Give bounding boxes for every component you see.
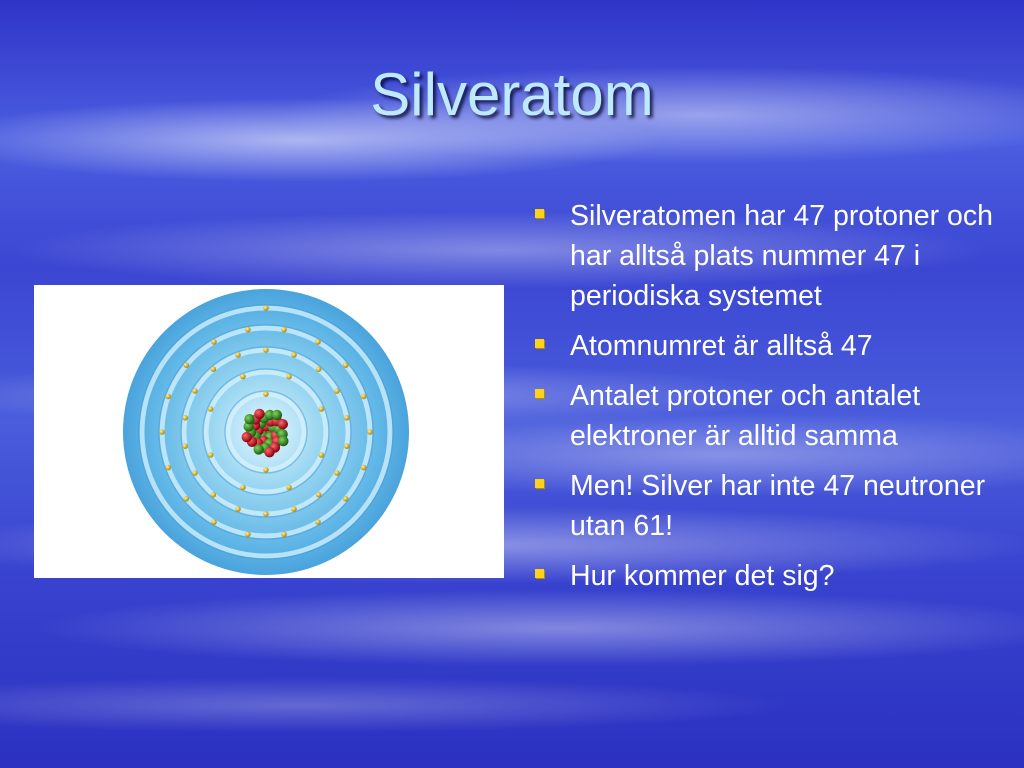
- electron: [315, 339, 321, 345]
- electron: [344, 415, 350, 421]
- electron: [192, 470, 198, 476]
- electron: [263, 305, 269, 311]
- electron: [316, 366, 322, 372]
- bullet-text: Hur kommer det sig?: [570, 560, 835, 592]
- electron: [159, 429, 165, 435]
- proton: [242, 432, 252, 442]
- proton: [278, 419, 288, 429]
- electron: [361, 465, 367, 471]
- bullet-text: Men! Silver har inte 47 neutroner utan 61!: [570, 470, 986, 542]
- electron: [182, 415, 188, 421]
- square-bullet-icon: [535, 479, 544, 488]
- bullet-item: [532, 196, 1002, 316]
- electron: [319, 452, 325, 458]
- electron: [182, 443, 188, 449]
- neutron: [244, 414, 254, 424]
- electron: [316, 492, 322, 498]
- atom-diagram: [34, 285, 504, 578]
- bullet-item: [532, 466, 1002, 546]
- electron: [211, 519, 217, 525]
- electron: [263, 467, 269, 473]
- bullet-text: Silveratomen har 47 protoner och har alltså plats nummer 47 i periodiska systemet: [570, 200, 993, 312]
- bullet-text: Atomnumret är alltså 47: [570, 330, 873, 362]
- electron: [245, 532, 251, 538]
- electron: [343, 362, 349, 368]
- electron: [211, 492, 217, 498]
- electron: [286, 485, 292, 491]
- neutron: [254, 444, 264, 454]
- square-bullet-icon: [535, 389, 544, 398]
- square-bullet-icon: [535, 339, 544, 348]
- bullet-text: Antalet protoner och antalet elektroner är alltid samma: [570, 380, 921, 452]
- electron: [211, 339, 217, 345]
- electron: [344, 443, 350, 449]
- electron: [263, 391, 269, 397]
- proton: [264, 447, 274, 457]
- electron: [291, 352, 297, 358]
- square-bullet-icon: [535, 209, 544, 218]
- electron: [367, 429, 373, 435]
- electron: [315, 519, 321, 525]
- electron: [184, 362, 190, 368]
- electron: [319, 406, 325, 412]
- proton: [254, 409, 264, 419]
- electron: [235, 352, 241, 358]
- electron: [245, 327, 251, 333]
- bullet-item: [532, 326, 1002, 366]
- electron: [281, 327, 287, 333]
- electron: [286, 374, 292, 380]
- square-bullet-icon: [535, 569, 544, 578]
- electron: [208, 452, 214, 458]
- electron: [192, 388, 198, 394]
- electron: [281, 532, 287, 538]
- electron: [240, 374, 246, 380]
- electron: [334, 470, 340, 476]
- electron: [334, 388, 340, 394]
- electron: [184, 496, 190, 502]
- electron: [263, 347, 269, 353]
- electron: [291, 506, 297, 512]
- electron: [208, 406, 214, 412]
- electron: [343, 496, 349, 502]
- electron: [166, 465, 172, 471]
- electron: [211, 366, 217, 372]
- bullet-item: [532, 556, 1002, 596]
- electron: [235, 506, 241, 512]
- slide-title: Silveratom: [370, 61, 654, 128]
- atom-image: [34, 285, 504, 578]
- electron: [263, 511, 269, 517]
- neutron: [278, 436, 288, 446]
- bullet-list: [532, 196, 1002, 606]
- electron: [166, 394, 172, 400]
- electron: [240, 485, 246, 491]
- electron: [361, 394, 367, 400]
- bullet-item: [532, 376, 1002, 456]
- neutron: [272, 410, 282, 420]
